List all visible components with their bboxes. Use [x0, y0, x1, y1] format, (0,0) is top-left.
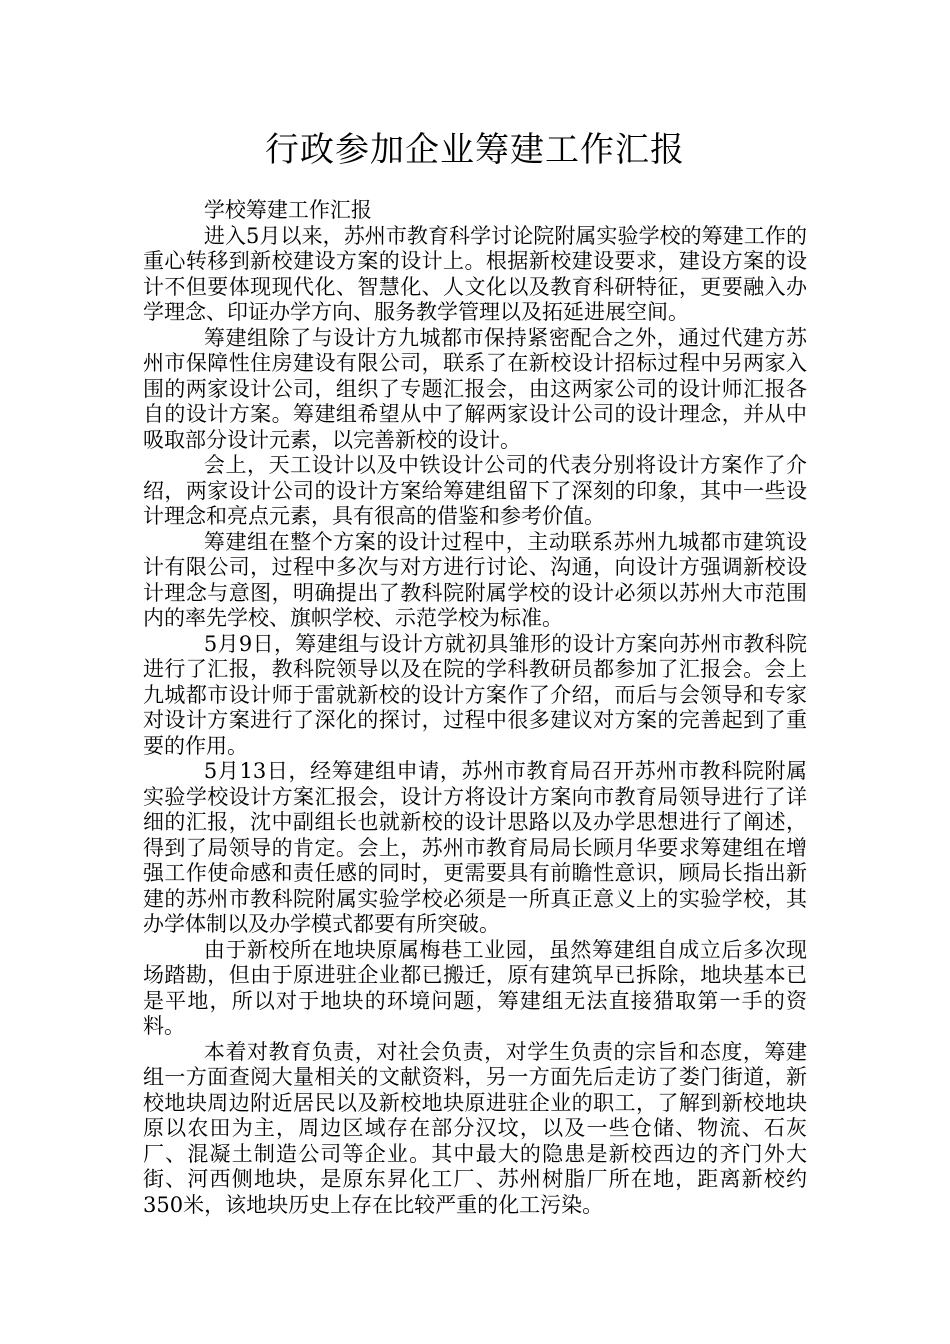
paragraph: 由于新校所在地块原属梅巷工业园，虽然筹建组自成立后多次现场踏勘，但由于原进驻企业都已搬迁，原有建筑早已拆除，地块基本已是平地，所以对于地块的环境问题，筹建组无法直接猎取第一手的资料。 [143, 937, 807, 1038]
paragraph: 筹建组在整个方案的设计过程中，主动联系苏州九城都市建筑设计有限公司，过程中多次与对方进行讨论、沟通，向设计方强调新校设计理念与意图，明确提出了教科院附属学校的设计必须以苏州大市范围内的率先学校、旗帜学校、示范学校为标准。 [143, 529, 807, 630]
paragraph: 5月13日，经筹建组申请，苏州市教育局召开苏州市教科院附属实验学校设计方案汇报会，设计方将设计方案向市教育局领导进行了详细的汇报，沈中副组长也就新校的设计思路以及办学思想进行了阐述，得到了局领导的肯定。会上，苏州市教育局局长顾月华要求筹建组在增强工作使命感和责任感的同时，更需要具有前瞻性意识，顾局长指出新建的苏州市教科院附属实验学校必须是一所真正意义上的实验学校，其办学体制以及办学模式都要有所突破。 [143, 759, 807, 936]
paragraph: 本着对教育负责，对社会负责，对学生负责的宗旨和态度，筹建组一方面查阅大量相关的文献资料，另一方面先后走访了娄门街道，新校地块周边附近居民以及新校地块原进驻企业的职工，了解到新校地块原以农田为主，周边区域存在部分汉坟，以及一些仓储、物流、石灰厂、混凝土制造公司等企业。其中最大的隐患是新校西边的齐门外大街、河西侧地块，是原东昇化工厂、苏州树脂厂所在地，距离新校约350米，该地块历史上存在比较严重的化工污染。 [143, 1039, 807, 1217]
paragraph: 进入5月以来，苏州市教育科学讨论院附属实验学校的筹建工作的重心转移到新校建设方案的设计上。根据新校建设要求，建设方案的设计不但要体现现代化、智慧化、人文化以及教育科研特征，更要融入办学理念、印证办学方向、服务教学管理以及拓延进展空间。 [143, 223, 807, 324]
paragraph: 会上，天工设计以及中铁设计公司的代表分别将设计方案作了介绍，两家设计公司的设计方案给筹建组留下了深刻的印象，其中一些设计理念和亮点元素，具有很高的借鉴和参考价值。 [143, 453, 807, 528]
paragraph: 5月9日，筹建组与设计方就初具雏形的设计方案向苏州市教科院进行了汇报，教科院领导以及在院的学科教研员都参加了汇报会。会上九城都市设计师于雷就新校的设计方案作了介绍，而后与会领导和专家对设计方案进行了深化的探讨，过程中很多建议对方案的完善起到了重要的作用。 [143, 631, 807, 758]
paragraph: 筹建组除了与设计方九城都市保持紧密配合之外，通过代建方苏州市保障性住房建设有限公司，联系了在新校设计招标过程中另两家入围的两家设计公司，组织了专题汇报会，由这两家公司的设计师汇报各自的设计方案。筹建组希望从中了解两家设计公司的设计理念，并从中吸取部分设计元素，以完善新校的设计。 [143, 325, 807, 452]
document-subtitle: 学校筹建工作汇报 [203, 198, 372, 222]
document-title: 行政参加企业筹建工作汇报 [265, 130, 685, 170]
document-body [143, 198, 807, 1218]
